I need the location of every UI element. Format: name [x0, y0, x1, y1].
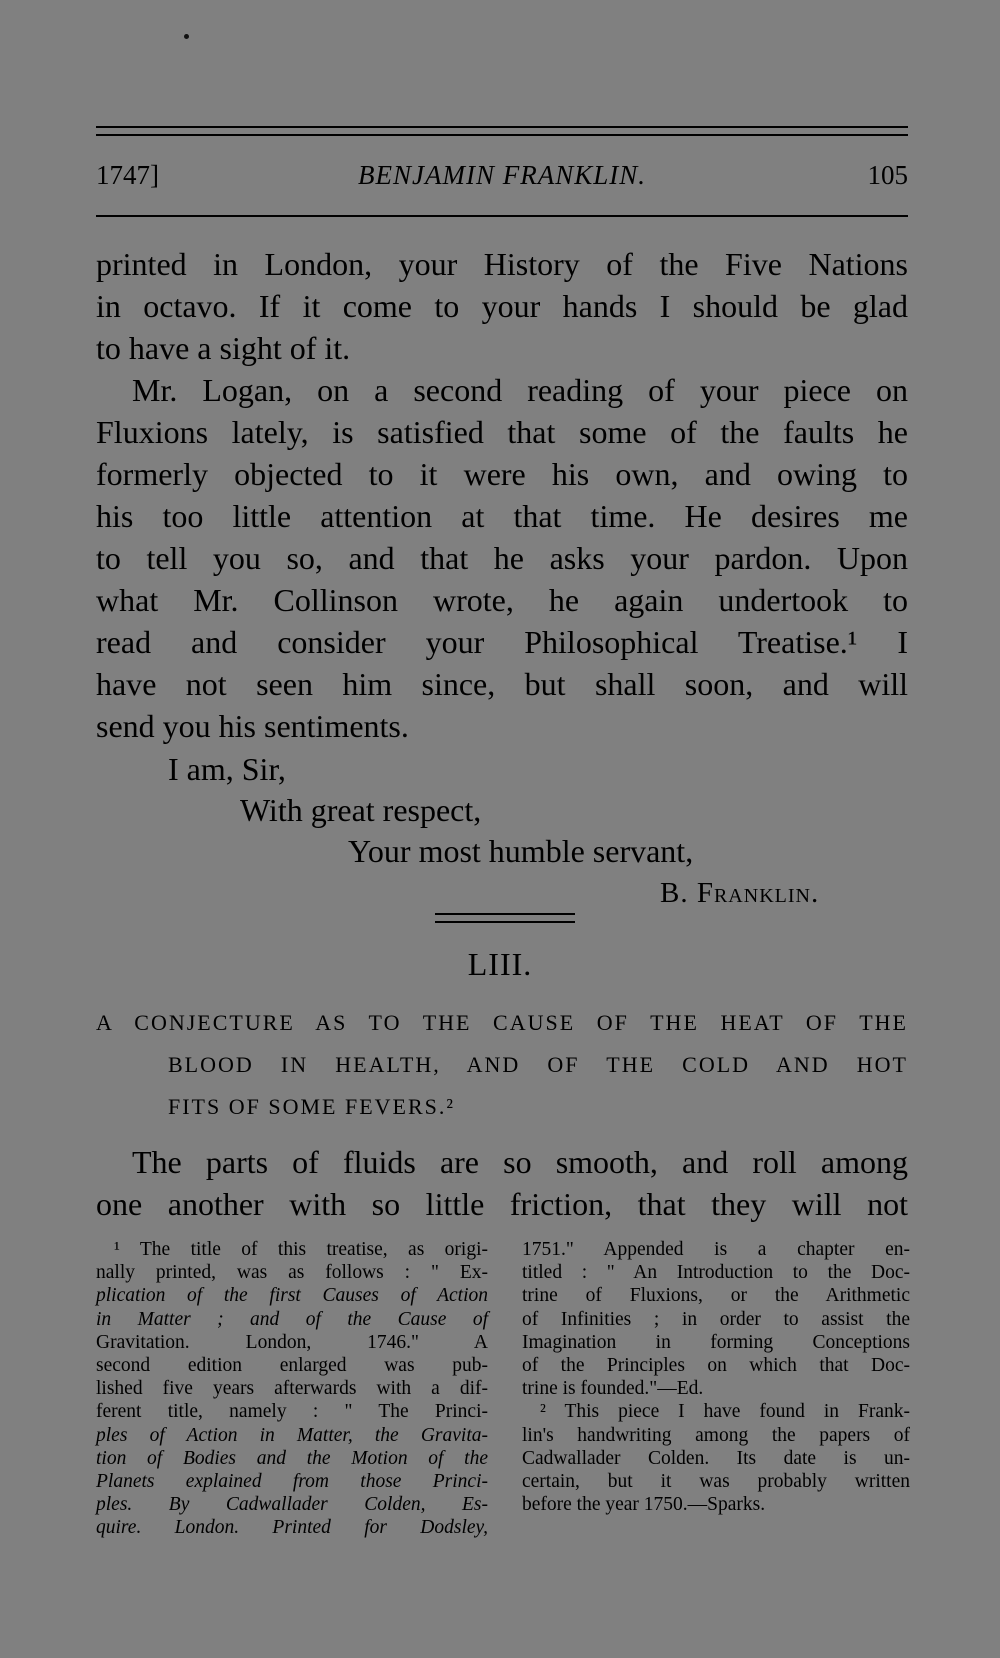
footnote-line: ples. By Cadwallader Colden, Es- — [96, 1494, 488, 1516]
footnote-line: ferent title, namely : " The Princi- — [96, 1401, 488, 1423]
letter-number: LIII. — [467, 946, 533, 982]
text-line: have not seen him since, but shall soon, and will — [96, 666, 908, 702]
letter-paragraph-2 — [96, 369, 908, 747]
footnote-line: nally printed, was as follows : " Ex- — [96, 1262, 488, 1284]
footnote-line: ples of Action in Matter, the Gravita- — [96, 1424, 488, 1446]
footnote-line: trine of Fluxions, or the Arithmetic — [522, 1285, 910, 1307]
text-line: in octavo. If it come to your hands I should be glad — [96, 288, 908, 324]
page-number: 105 — [867, 160, 908, 190]
top-double-rule-upper — [96, 126, 908, 128]
text-line: Mr. Logan, on a second reading of your piece on — [132, 372, 908, 408]
running-head-title: BENJAMIN FRANKLIN. — [358, 160, 646, 190]
heading-line: BLOOD IN HEALTH, AND OF THE COLD AND HOT — [168, 1052, 908, 1077]
footnote-line: trine is founded."—Ed. — [522, 1378, 704, 1400]
footnote-column-right — [522, 1238, 910, 1516]
footnote-line: tion of Bodies and the Motion of the — [96, 1447, 488, 1469]
footnote-line: Imagination in forming Conceptions — [522, 1331, 910, 1353]
footnote-line: plication of the first Causes of Action — [96, 1285, 488, 1307]
footnote-line: in Matter ; and of the Cause of — [96, 1308, 488, 1330]
new-letter-paragraph — [96, 1141, 908, 1225]
header-rule — [96, 215, 908, 217]
text-line: The parts of fluids are so smooth, and roll among — [132, 1144, 908, 1180]
footnote-column-left — [96, 1238, 488, 1540]
closing-line-1: I am, Sir, — [168, 751, 286, 787]
footnote-line: titled : " An Introduction to the Doc- — [522, 1262, 910, 1284]
text-line: to have a sight of it. — [96, 330, 351, 366]
separator-rule-upper — [435, 913, 575, 915]
footnote-line: ² This piece I have found in Frank- — [540, 1401, 910, 1423]
footnote-line: ¹ The title of this treatise, as origi- — [114, 1239, 488, 1260]
text-line: to tell you so, and that he asks your pardon. Upon — [96, 540, 908, 576]
text-line: printed in London, your History of the Five Nations — [96, 246, 908, 282]
footnote-line: Gravitation. London, 1746." A — [96, 1331, 488, 1353]
text-line: Fluxions lately, is satisfied that some of the faults he — [96, 414, 908, 450]
top-double-rule-lower — [96, 134, 908, 136]
footnote-line: quire. London. Printed for Dodsley, — [96, 1517, 488, 1539]
footnote-line: of the Principles on which that Doc- — [522, 1355, 910, 1377]
footnote-line: lished five years afterwards with a dif- — [96, 1378, 488, 1400]
text-line: his too little attention at that time. He desires me — [96, 498, 908, 534]
closing-line-3: Your most humble servant, — [348, 833, 694, 869]
footnote-line: before the year 1750.—Sparks. — [522, 1494, 766, 1516]
separator-rule-lower — [435, 921, 575, 923]
heading-line: A CONJECTURE AS TO THE CAUSE OF THE HEAT OF THE — [96, 1010, 908, 1035]
text-line: read and consider your Philosophical Treatise.¹ I — [96, 624, 908, 660]
article-heading — [96, 1002, 908, 1128]
signature: B. Franklin. — [660, 877, 820, 909]
ink-speck — [184, 34, 189, 39]
heading-line: FITS OF SOME FEVERS.² — [168, 1094, 455, 1119]
footnote-line: of Infinities ; in order to assist the — [522, 1308, 910, 1330]
footnote-line: 1751." Appended is a chapter en- — [522, 1239, 910, 1260]
footnote-line: certain, but it was probably written — [522, 1471, 910, 1493]
running-head-year: 1747] — [96, 160, 159, 190]
footnote-line: lin's handwriting among the papers of — [522, 1424, 910, 1446]
footnote-line: Planets explained from those Princi- — [96, 1471, 488, 1493]
text-line: formerly objected to it were his own, and owing to — [96, 456, 908, 492]
text-line: what Mr. Collinson wrote, he again undertook to — [96, 582, 908, 618]
running-head — [96, 160, 908, 200]
text-line: one another with so little friction, that they will not — [96, 1186, 908, 1222]
text-line: send you his sentiments. — [96, 708, 409, 744]
footnote-line: second edition enlarged was pub- — [96, 1355, 488, 1377]
closing-line-2: With great respect, — [240, 792, 482, 828]
letter-paragraph-1 — [96, 243, 908, 369]
footnote-line: Cadwallader Colden. Its date is un- — [522, 1447, 910, 1469]
